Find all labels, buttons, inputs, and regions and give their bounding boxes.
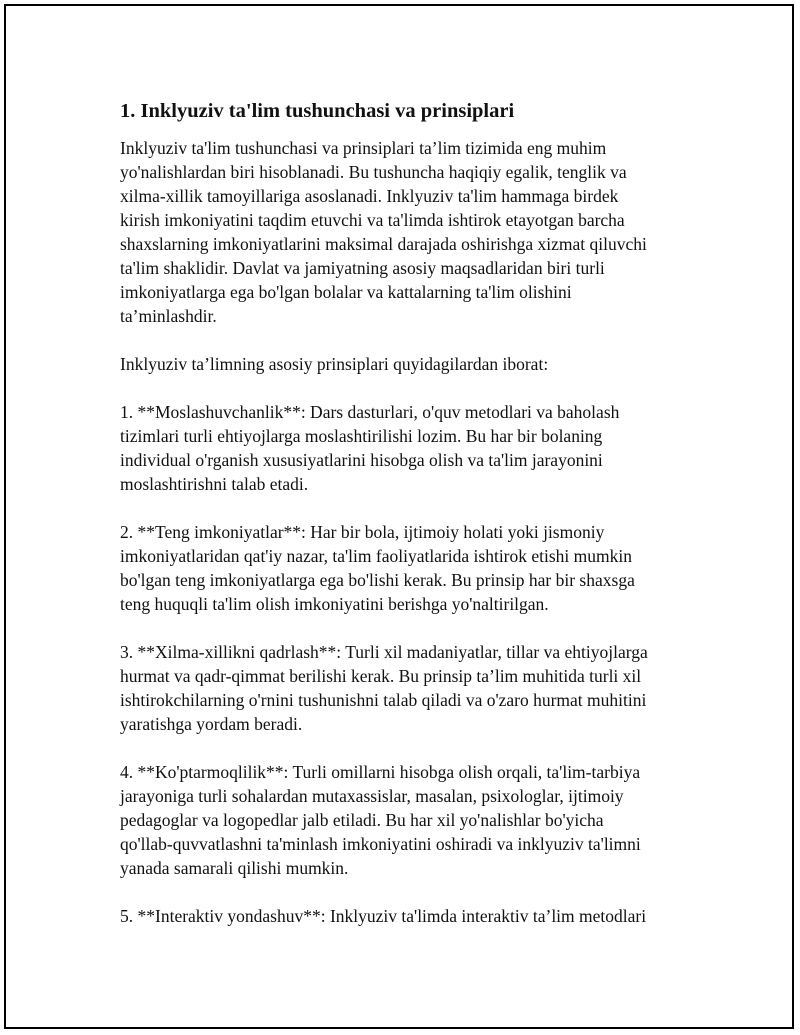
text-line: ishtirokchilarning o'rnini tushunishni talab qiladi va o'zaro hurmat muhitini [120,690,647,710]
paragraph [120,904,690,928]
text-line: Inklyuziv ta'lim tushunchasi va prinsiplari ta’lim tizimida eng muhim [120,138,607,158]
text-line: yaratishga yordam beradi. [120,714,303,734]
text-line: bo'lgan teng imkoniyatlarga ega bo'lishi kerak. Bu prinsip har bir shaxsga [120,570,635,590]
text-line: Inklyuziv ta’limning asosiy prinsiplari quyidagilardan iborat: [120,354,549,374]
text-line: ta’minlashdir. [120,306,217,326]
paragraph [120,640,690,736]
text-line: shaxslarning imkoniyatlarini maksimal darajada oshirishga xizmat qiluvchi [120,234,647,254]
text-line: pedagoglar va logopedlar jalb etiladi. Bu har xil yo'nalishlar bo'yicha [120,810,604,830]
paragraph [120,760,690,880]
text-line: ta'lim shaklidir. Davlat va jamiyatning asosiy maqsadlaridan biri turli [120,258,605,278]
text-line: individual o'rganish xususiyatlarini hisobga olish va ta'lim jarayonini [120,450,603,470]
text-line: jarayoniga turli sohalardan mutaxassislar, masalan, psixologlar, ijtimoiy [120,786,624,806]
text-line: teng huquqli ta'lim olish imkoniyatini berishga yo'naltirilgan. [120,594,549,614]
text-line: imkoniyatlaridan qat'iy nazar, ta'lim faoliyatlarida ishtirok etishi mumkin [120,546,633,566]
text-line: kirish imkoniyatini taqdim etuvchi va ta'limda ishtirok etayotgan barcha [120,210,625,230]
text-line: 2. **Teng imkoniyatlar**: Har bir bola, ijtimoiy holati yoki jismoniy [120,522,605,542]
text-line: yo'nalishlardan biri hisoblanadi. Bu tushuncha haqiqiy egalik, tenglik va [120,162,627,182]
text-line: qo'llab-quvvatlashni ta'minlash imkoniyatini oshiradi va inklyuziv ta'limni [120,834,641,854]
paragraph-list [120,136,690,928]
text-line: 4. **Ko'ptarmoqlilik**: Turli omillarni hisobga olish orqali, ta'lim-tarbiya [120,762,641,782]
paragraph [120,400,690,496]
paragraph [120,136,690,328]
text-line: 3. **Xilma-xillikni qadrlash**: Turli xil madaniyatlar, tillar va ehtiyojlarga [120,642,648,662]
text-line: tizimlari turli ehtiyojlarga moslashtirilishi lozim. Bu har bir bolaning [120,426,603,446]
paragraph [120,352,690,376]
paragraph [120,520,690,616]
text-line: yanada samarali qilishi mumkin. [120,858,349,878]
document-body [120,98,690,952]
document-page [4,4,794,1029]
section-heading: 1. Inklyuziv ta'lim tushunchasi va prinsiplari [120,100,515,122]
text-line: 1. **Moslashuvchanlik**: Dars dasturlari, o'quv metodlari va baholash [120,402,620,422]
text-line: imkoniyatlarga ega bo'lgan bolalar va kattalarning ta'lim olishini [120,282,572,302]
text-line: hurmat va qadr-qimmat berilishi kerak. Bu prinsip ta’lim muhitida turli xil [120,666,642,686]
text-line: moslashtirishni talab etadi. [120,474,309,494]
text-line: xilma-xillik tamoyillariga asoslanadi. Inklyuziv ta'lim hammaga birdek [120,186,619,206]
text-line: 5. **Interaktiv yondashuv**: Inklyuziv ta'limda interaktiv ta’lim metodlari [120,906,647,926]
